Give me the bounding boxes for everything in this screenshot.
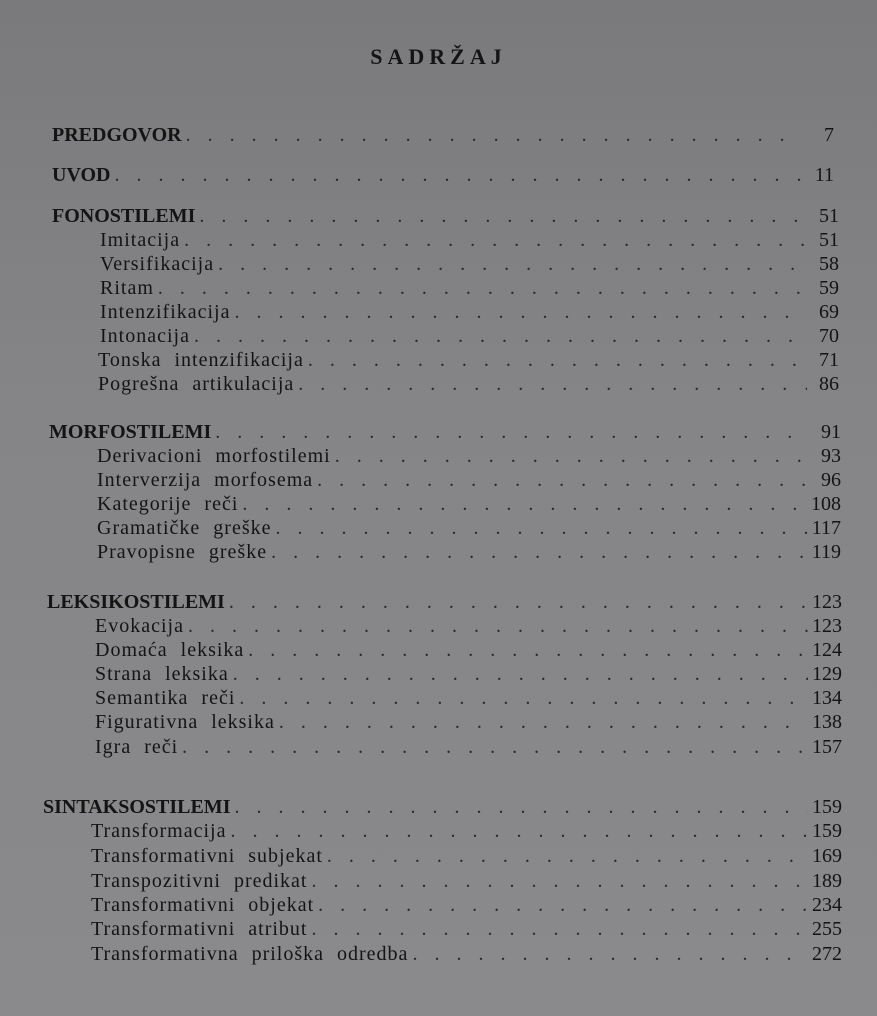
toc-entry: [97, 492, 841, 516]
toc-page-number: 159: [812, 796, 842, 818]
toc-entry-label: Transformativna priloška odredba: [91, 943, 409, 965]
dot-leader: [311, 869, 808, 893]
toc-page-number: 58: [819, 253, 839, 275]
toc-entry: [91, 869, 842, 893]
toc-section-label: PREDGOVOR: [52, 124, 182, 146]
toc-page-number: 169: [812, 845, 842, 867]
toc-section-label: LEKSIKOSTILEMI: [47, 591, 225, 613]
toc-section-label: SINTAKSOSTILEMI: [43, 796, 231, 818]
toc-entry-label: Gramatičke greške: [97, 517, 272, 539]
dot-leader: [308, 348, 807, 372]
dot-leader: [184, 228, 807, 252]
toc-entry: [97, 468, 841, 492]
toc-entry-label: Versifikacija: [100, 253, 215, 275]
toc-page-number: 255: [812, 918, 842, 940]
toc-page-number: 134: [812, 687, 842, 709]
toc-page-number: 86: [819, 373, 839, 395]
dot-leader: [158, 276, 807, 300]
toc-entry-label: Figurativna leksika: [95, 711, 275, 733]
toc-page-number: 189: [812, 870, 842, 892]
toc-entry: [100, 228, 839, 252]
dot-leader: [218, 252, 807, 276]
toc-section-label: UVOD: [52, 164, 111, 186]
dot-leader: [115, 163, 803, 187]
toc-entry: [91, 942, 842, 966]
toc-entry: [100, 300, 839, 324]
dot-leader: [230, 819, 808, 843]
dot-leader: [239, 686, 808, 710]
dot-leader: [335, 444, 809, 468]
toc-page-number: 51: [819, 229, 839, 251]
toc-page-number: 91: [821, 421, 841, 443]
toc-page-number: 117: [811, 517, 841, 539]
toc-entry: [97, 516, 841, 540]
toc-entry-uvod: [52, 163, 834, 187]
toc-entry: [95, 662, 842, 686]
dot-leader: [275, 516, 807, 540]
dot-leader: [234, 795, 808, 819]
toc-entry-label: Strana leksika: [95, 663, 229, 685]
toc-page-number: 96: [821, 469, 841, 491]
toc-entry-label: Imitacija: [100, 229, 181, 251]
toc-entry-label: Interverzija morfosema: [97, 469, 314, 491]
toc-entry-label: Transformativni objekat: [91, 894, 315, 916]
toc-page-number: 119: [811, 541, 841, 563]
dot-leader: [327, 844, 808, 868]
toc-entry-label: Kategorije reči: [97, 493, 239, 515]
toc-entry: [95, 638, 842, 662]
toc-page-number: 123: [812, 615, 842, 637]
toc-entry-morfostilemi: [49, 420, 841, 444]
toc-entry-fonostilemi: [52, 204, 839, 228]
toc-page-number: 123: [812, 591, 842, 613]
dot-leader: [318, 893, 808, 917]
toc-entry: [95, 710, 842, 734]
toc-entry: [91, 893, 842, 917]
toc-entry: [95, 614, 842, 638]
dot-leader: [317, 468, 809, 492]
toc-entry: [95, 686, 842, 710]
toc-page-number: 157: [812, 736, 842, 758]
dot-leader: [229, 590, 808, 614]
toc-entry: [100, 252, 839, 276]
toc-page-number: 129: [812, 663, 842, 685]
toc-section-label: MORFOSTILEMI: [49, 421, 212, 443]
dot-leader: [242, 492, 807, 516]
toc-page-number: 93: [821, 445, 841, 467]
toc-entry-label: Semantika reči: [95, 687, 236, 709]
toc-entry-label: Evokacija: [95, 615, 184, 637]
toc-section-label: FONOSTILEMI: [52, 205, 196, 227]
toc-entry: [91, 819, 842, 843]
dot-leader: [188, 614, 808, 638]
toc-entry-predgovor: [52, 123, 834, 147]
dot-leader: [215, 420, 809, 444]
dot-leader: [412, 942, 808, 966]
toc-entry-label: Tonska intenzifikacija: [98, 349, 304, 371]
toc-page-number: 138: [812, 711, 842, 733]
toc-entry-label: Igra reči: [95, 736, 179, 758]
dot-leader: [298, 372, 807, 396]
toc-entry-label: Intenzifikacija: [100, 301, 231, 323]
dot-leader: [248, 638, 808, 662]
dot-leader: [199, 204, 807, 228]
toc-entry: [95, 735, 842, 759]
toc-entry-label: Transformativni atribut: [91, 918, 308, 940]
dot-leader: [233, 662, 808, 686]
toc-page-number: 108: [811, 493, 841, 515]
toc-entry-sintaksostilemi: [43, 795, 842, 819]
toc-entry-label: Ritam: [100, 277, 154, 299]
toc-entry-label: Transformacija: [91, 820, 227, 842]
toc-entry: [100, 276, 839, 300]
toc-page-number: 159: [812, 820, 842, 842]
toc-entry-label: Intonacija: [100, 325, 190, 347]
toc-entry-label: Transpozitivni predikat: [91, 870, 308, 892]
toc-page-number: 272: [812, 943, 842, 965]
toc-page-number: 71: [819, 349, 839, 371]
toc-entry-label: Pravopisne greške: [97, 541, 268, 563]
toc-entry: [98, 348, 839, 372]
toc-entry-label: Transformativni subjekat: [91, 845, 323, 867]
toc-entry-label: Pogrešna artikulacija: [98, 373, 295, 395]
toc-page-number: 59: [819, 277, 839, 299]
toc-page-number: 234: [812, 894, 842, 916]
dot-leader: [182, 735, 808, 759]
dot-leader: [194, 324, 807, 348]
toc-page-number: 70: [819, 325, 839, 347]
toc-page-number: 124: [812, 639, 842, 661]
toc-entry: [91, 917, 842, 941]
page-title: SADRŽAJ: [370, 44, 507, 69]
dot-leader: [235, 300, 808, 324]
toc-page-number: 11: [814, 164, 834, 186]
toc-entry: [100, 324, 839, 348]
toc-page-number: 69: [819, 301, 839, 323]
toc-page-number: 51: [819, 205, 839, 227]
toc-entry-label: Derivacioni morfostilemi: [97, 445, 331, 467]
dot-leader: [186, 123, 802, 147]
toc-entry: [97, 540, 841, 564]
toc-page-number: 7: [824, 124, 834, 146]
dot-leader: [279, 710, 808, 734]
toc-entry-leksikostilemi: [47, 590, 842, 614]
toc-entry: [91, 844, 842, 868]
toc-entry: [98, 372, 839, 396]
toc-entry-label: Domaća leksika: [95, 639, 245, 661]
toc-entry: [97, 444, 841, 468]
dot-leader: [311, 917, 808, 941]
dot-leader: [271, 540, 808, 564]
